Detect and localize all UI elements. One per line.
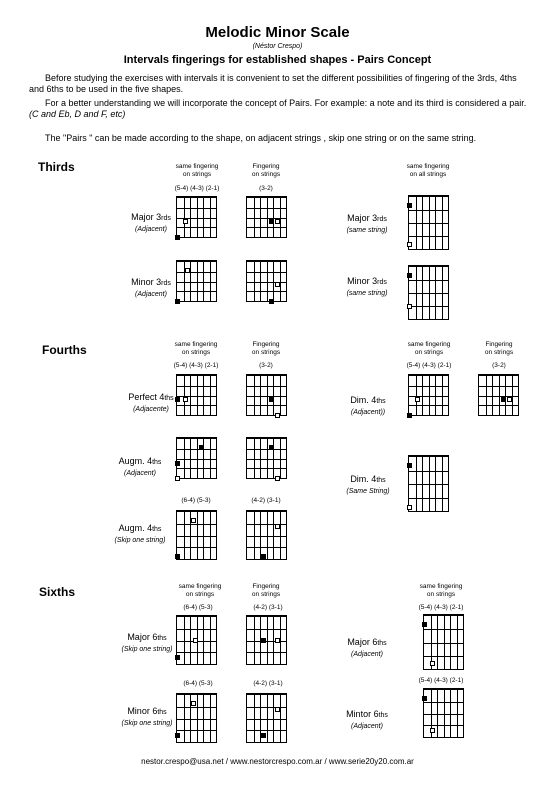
fret-line: [247, 524, 286, 525]
fret-line: [247, 536, 286, 537]
interval-name: Dim. 4ths: [350, 395, 386, 405]
fret-line: [247, 291, 286, 292]
fret-line: [247, 227, 286, 228]
string-set-label: (5-4) (4-3) (2-1): [418, 604, 464, 611]
fret-line: [409, 223, 448, 224]
string-set-label: (3-2): [259, 185, 273, 192]
interval-name: Augm. 4ths: [118, 456, 162, 466]
root-note-marker: [175, 299, 180, 304]
fretboard-diagram: [246, 510, 287, 560]
root-note-marker: [261, 554, 266, 559]
fret-line: [424, 643, 463, 644]
interval-qualifier: (Skip one string): [121, 720, 173, 727]
interval-name: Augm. 4ths: [118, 523, 162, 533]
interval-note-marker: [275, 282, 280, 287]
column-header: same fingering on strings: [407, 341, 451, 356]
subtitle: Intervals fingerings for established shapes - Pairs Concept: [123, 54, 432, 66]
string-set-label: (5-4) (4-3) (2-1): [406, 362, 452, 369]
fret-line: [424, 656, 463, 657]
interval-qualifier: (Adjacent): [351, 651, 383, 658]
fretboard-diagram: [246, 196, 287, 238]
column-header: Fingering on strings: [251, 341, 281, 356]
fret-line: [424, 714, 463, 715]
interval-note-marker: [407, 505, 412, 510]
interval-label-maj3s: [322, 213, 412, 236]
fret-line: [247, 719, 286, 720]
interval-label-min6a: [322, 709, 412, 732]
interval-qualifier: (Adjacent): [135, 226, 167, 233]
interval-note-marker: [191, 701, 196, 706]
interval-label-maj6a: [322, 637, 412, 660]
fret-line: [247, 386, 286, 387]
root-note-marker: [175, 733, 180, 738]
fret-line: [177, 282, 216, 283]
fret-line: [177, 449, 216, 450]
fretboard-diagram: [176, 260, 217, 302]
interval-note-marker: [407, 242, 412, 247]
root-note-marker: [407, 413, 412, 418]
column-header: same fingering on strings: [174, 341, 218, 356]
fret-line: [177, 468, 216, 469]
root-note-marker: [407, 203, 412, 208]
interval-note-marker: [415, 397, 420, 402]
interval-qualifier: (Skip one string): [114, 537, 166, 544]
string-set-label: (4-2) (3-1): [251, 497, 281, 504]
fret-line: [424, 702, 463, 703]
fret-line: [177, 730, 216, 731]
root-note-marker: [407, 463, 412, 468]
root-note-marker: [261, 638, 266, 643]
string-set-label: (6-4) (5-3): [183, 680, 213, 687]
fret-line: [409, 471, 448, 472]
intro-paragraph-2: [29, 98, 534, 120]
fretboard-diagram: [176, 693, 217, 743]
column-header: Fingering on strings: [484, 341, 514, 356]
interval-name: Dim. 4ths: [350, 474, 386, 484]
fretboard-diagram: [246, 437, 287, 479]
interval-qualifier: (Adjacent)): [350, 409, 386, 416]
interval-note-marker: [275, 413, 280, 418]
interval-name: Minor 3rds: [131, 277, 171, 287]
string-set-label: (6-4) (5-3): [183, 604, 213, 611]
root-note-marker: [407, 273, 412, 278]
column-header: same fingering on strings: [419, 583, 463, 598]
fret-line: [409, 484, 448, 485]
interval-qualifier: (Adjacent): [135, 291, 167, 298]
fret-line: [177, 227, 216, 228]
fret-line: [479, 396, 518, 397]
interval-name: Major 6ths: [347, 637, 387, 647]
interval-note-marker: [275, 638, 280, 643]
interval-note-marker: [183, 397, 188, 402]
fretboard-diagram: [246, 374, 287, 416]
fretboard-diagram: [246, 615, 287, 665]
fret-line: [479, 386, 518, 387]
interval-label-dim4: [323, 395, 413, 418]
fretboard-diagram: [176, 437, 217, 479]
interval-note-marker: [275, 219, 280, 224]
fret-line: [177, 652, 216, 653]
interval-qualifier: (Adjacente): [133, 406, 169, 413]
interval-label-aug4s: [95, 523, 185, 546]
fret-line: [177, 272, 216, 273]
author: (Néstor Crespo): [252, 43, 303, 50]
root-note-marker: [269, 299, 274, 304]
fretboard-diagram: [408, 374, 449, 416]
interval-name: Minor 6ths: [127, 706, 167, 716]
root-note-marker: [175, 461, 180, 466]
string-set-label: (5-4) (4-3) (2-1): [418, 677, 464, 684]
fret-line: [409, 280, 448, 281]
interval-name: Minor 3rds: [347, 276, 387, 286]
fretboard-diagram: [423, 614, 464, 670]
interval-label-min3s: [322, 276, 412, 299]
section-fourths: Fourths: [42, 343, 87, 357]
root-note-marker: [269, 397, 274, 402]
interval-note-marker: [407, 304, 412, 309]
root-note-marker: [261, 733, 266, 738]
fretboard-diagram: [176, 374, 217, 416]
string-set-label: (4-2) (3-1): [253, 604, 283, 611]
fret-line: [177, 208, 216, 209]
column-header: same fingering on strings: [175, 163, 219, 178]
fret-line: [247, 396, 286, 397]
interval-name: Major 3rds: [347, 213, 387, 223]
string-set-label: (3-2): [492, 362, 506, 369]
fret-line: [247, 652, 286, 653]
fret-line: [479, 405, 518, 406]
interval-name: Major 6ths: [127, 632, 167, 642]
interval-qualifier: (Skip one string): [121, 646, 173, 653]
interval-note-marker: [275, 707, 280, 712]
interval-qualifier: (same string): [346, 290, 388, 297]
intro-paragraph-1: Before studying the exercises with intervals it is convenient to set the different possibilities of fingering of the 3rds, 4ths and 6ths to be used in the five shapes.: [29, 73, 517, 94]
fret-line: [409, 236, 448, 237]
page-title: Melodic Minor Scale: [205, 24, 350, 41]
fret-line: [247, 629, 286, 630]
fretboard-diagram: [423, 688, 464, 738]
interval-name: Major 3rds: [131, 212, 171, 222]
fret-line: [177, 629, 216, 630]
interval-qualifier: (same string): [346, 227, 388, 234]
string-set-label: (3-2): [259, 362, 273, 369]
interval-note-marker: [430, 661, 435, 666]
fret-line: [247, 707, 286, 708]
interval-note-marker: [183, 219, 188, 224]
fret-line: [424, 725, 463, 726]
fretboard-diagram: [408, 265, 449, 320]
fretboard-diagram: [176, 615, 217, 665]
interval-note-marker: [275, 524, 280, 529]
string-set-label: (6-4) (5-3): [181, 497, 211, 504]
string-set-label: (5-4) (4-3) (2-1): [174, 185, 220, 192]
fret-line: [247, 272, 286, 273]
fret-line: [177, 719, 216, 720]
interval-note-marker: [193, 638, 198, 643]
fret-line: [177, 291, 216, 292]
fretboard-diagram: [176, 510, 217, 560]
interval-note-marker: [275, 476, 280, 481]
interval-note-marker: [175, 476, 180, 481]
fret-line: [177, 524, 216, 525]
fret-line: [247, 218, 286, 219]
fret-line: [409, 293, 448, 294]
fret-line: [424, 629, 463, 630]
column-header: same fingering on strings: [178, 583, 222, 598]
interval-note-marker: [507, 397, 512, 402]
fret-line: [247, 459, 286, 460]
root-note-marker: [422, 696, 427, 701]
interval-label-aug4: [95, 456, 185, 479]
fret-line: [247, 282, 286, 283]
column-header: Fingering on strings: [251, 163, 281, 178]
root-note-marker: [501, 397, 506, 402]
root-note-marker: [175, 554, 180, 559]
fret-line: [177, 707, 216, 708]
string-set-label: (5-4) (4-3) (2-1): [173, 362, 219, 369]
root-note-marker: [199, 445, 204, 450]
root-note-marker: [422, 622, 427, 627]
column-header: Fingering on strings: [251, 583, 281, 598]
interval-note-marker: [430, 728, 435, 733]
interval-name: Mintor 6ths: [346, 709, 388, 719]
interval-label-dim4s: [323, 474, 413, 497]
fret-line: [247, 208, 286, 209]
root-note-marker: [175, 397, 180, 402]
fret-line: [247, 547, 286, 548]
intro-text: For a better understanding we will incorporate the concept of Pairs. For example: a note and its third is considered a pair.: [45, 98, 527, 108]
fret-line: [177, 536, 216, 537]
root-note-marker: [269, 219, 274, 224]
root-note-marker: [175, 655, 180, 660]
fret-line: [409, 405, 448, 406]
intro-example: (C and Eb, D and F, etc): [29, 109, 126, 119]
fretboard-diagram: [408, 455, 449, 512]
interval-qualifier: (Same String): [346, 488, 390, 495]
root-note-marker: [269, 445, 274, 450]
section-sixths: Sixths: [39, 585, 76, 599]
interval-qualifier: (Adjacent): [351, 723, 383, 730]
footer: nestor.crespo@usa.net / www.nestorcrespo.com.ar / www.serie20y20.com.ar: [141, 757, 414, 766]
interval-qualifier: (Adjacent): [124, 470, 156, 477]
fret-line: [177, 386, 216, 387]
fret-line: [247, 641, 286, 642]
section-thirds: Thirds: [38, 160, 75, 174]
string-set-label: (4-2) (3-1): [253, 680, 283, 687]
intro-paragraph-3: The "Pairs " can be made according to the shape, on adjacent strings , skip one string or on the same string.: [45, 133, 477, 143]
fret-line: [247, 405, 286, 406]
fret-line: [177, 405, 216, 406]
fretboard-diagram: [478, 374, 519, 416]
fret-line: [247, 449, 286, 450]
fret-line: [409, 498, 448, 499]
fret-line: [247, 730, 286, 731]
fret-line: [247, 468, 286, 469]
fretboard-diagram: [246, 693, 287, 743]
fretboard-diagram: [246, 260, 287, 302]
fret-line: [409, 386, 448, 387]
root-note-marker: [175, 235, 180, 240]
column-header: same fingering on all strings: [406, 163, 450, 178]
fret-line: [177, 547, 216, 548]
interval-note-marker: [191, 518, 196, 523]
fret-line: [409, 306, 448, 307]
fretboard-diagram: [176, 196, 217, 238]
fret-line: [409, 210, 448, 211]
fret-line: [177, 459, 216, 460]
interval-note-marker: [185, 268, 190, 273]
interval-name: Perfect 4ths: [128, 392, 174, 402]
fretboard-diagram: [408, 195, 449, 250]
